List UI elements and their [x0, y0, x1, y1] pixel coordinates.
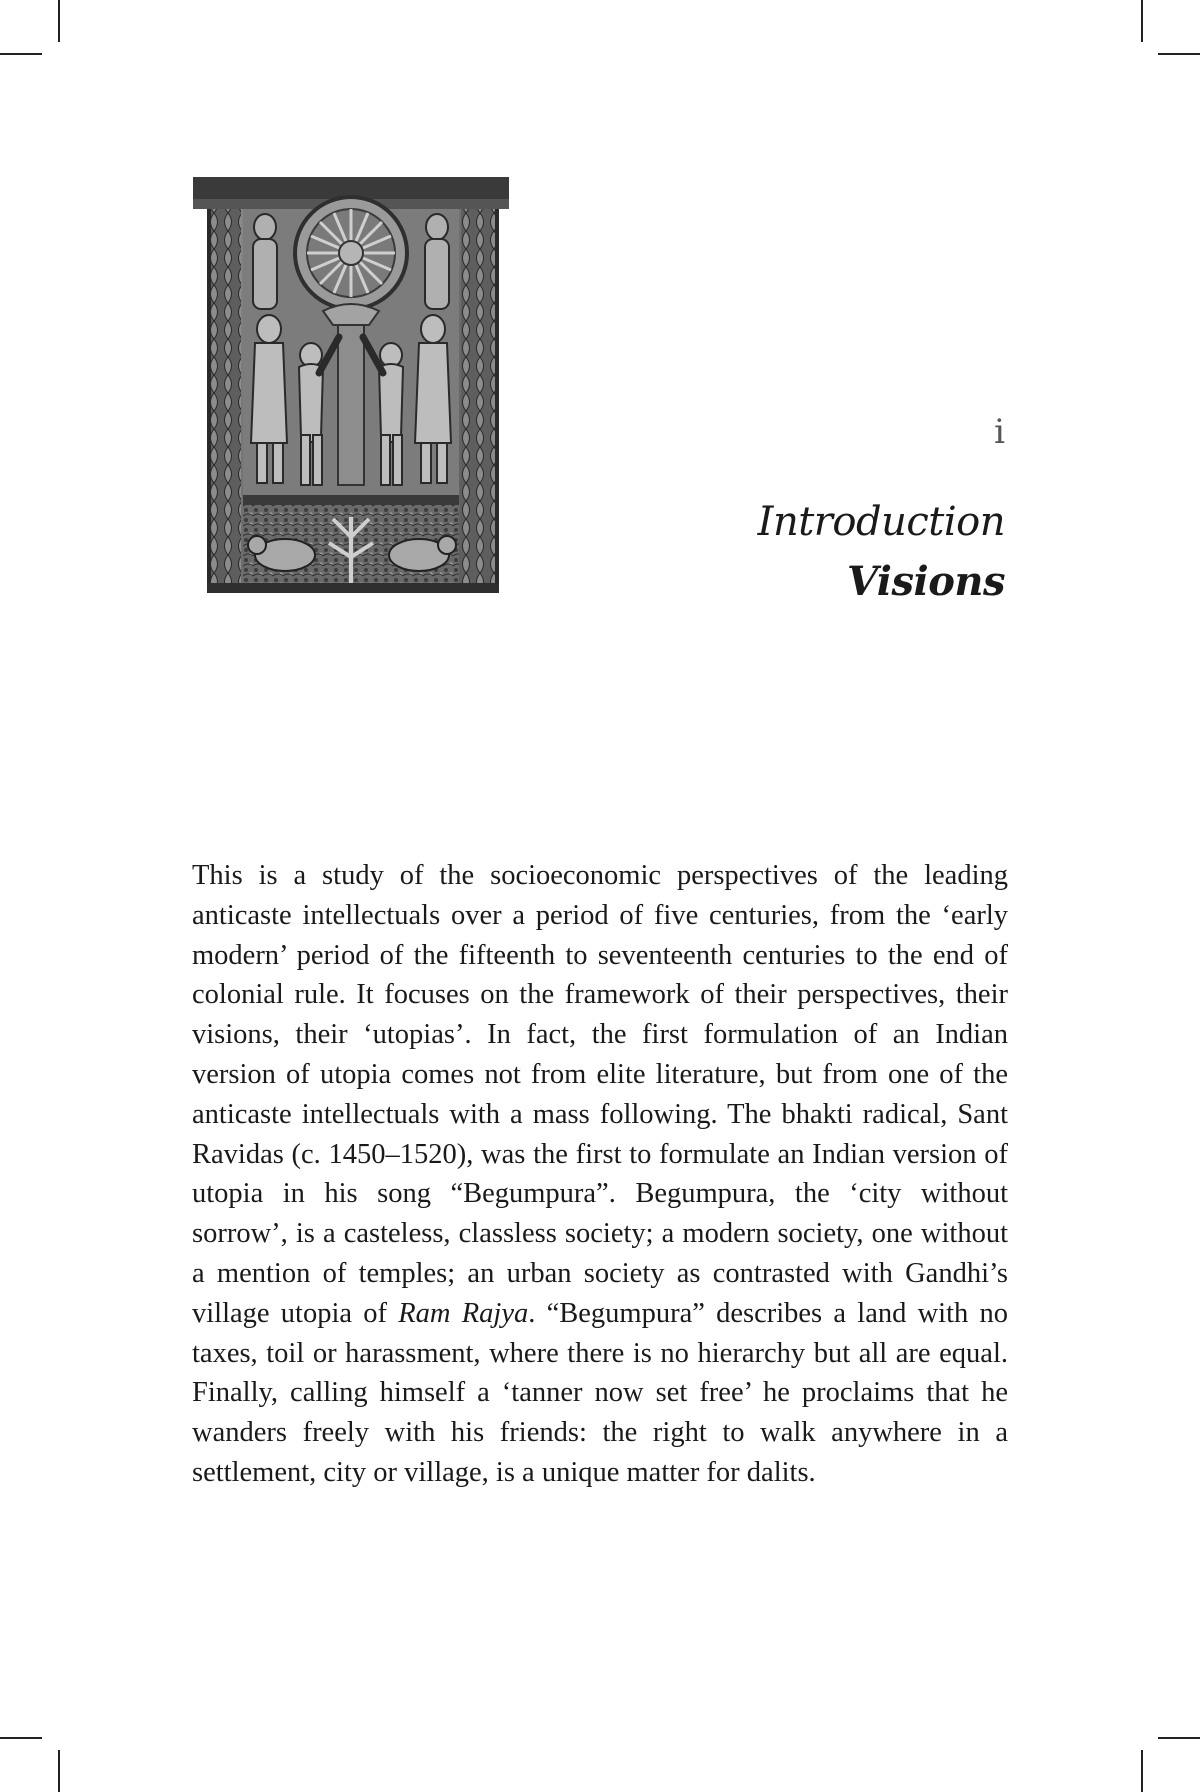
- crop-mark-top-left-horizontal: [0, 53, 42, 55]
- crop-mark-bottom-right-horizontal: [1158, 1737, 1200, 1739]
- crop-mark-top-right-vertical: [1141, 0, 1143, 42]
- chapter-number: i: [994, 412, 1005, 452]
- crop-mark-top-right-horizontal: [1158, 53, 1200, 55]
- chapter-title: Introduction: [757, 499, 1005, 545]
- chapter-heading: [758, 492, 1005, 612]
- body-paragraph: [192, 856, 1008, 1493]
- crop-mark-top-left-vertical: [58, 0, 60, 42]
- crop-mark-bottom-left-horizontal: [0, 1737, 42, 1739]
- crop-mark-bottom-left-vertical: [58, 1750, 60, 1792]
- paragraph-text-end: . “Begumpura” describes a land with no taxes, toil or harassment, where there is no hierarchy but all are equal. Finally, calling himself a ‘tanner now set free’ he proclaims that he wanders freely with his friends: the right to walk anywhere in a settlement, city or village, is a unique matter for dalits.: [192, 1297, 1009, 1488]
- chapter-subtitle: Visions: [846, 558, 1005, 605]
- crop-mark-bottom-right-vertical: [1141, 1750, 1143, 1792]
- stone-relief-illustration: [193, 177, 509, 593]
- italic-term-ram-rajya: Ram Rajya: [398, 1297, 529, 1329]
- paragraph-text-start: This is a study of the socioeconomic perspectives of the leading anticaste intellectuals over a period of five centuries, from the ‘early modern’ period of the fifteenth to seventeenth centuries to the end of colonial rule. It focuses on the framework of their perspectives, their visions, their ‘utopias’. In fact, the first formulation of an Indian version of utopia comes not from elite literature, but from one of the anticaste intellectuals with a mass following. The bhakti radical, Sant Ravidas (c. 1450–1520), was the first to formulate an Indian version of utopia in his song “Begumpura”. Begumpura, the ‘city without sorrow’, is a casteless, classless society; a modern society, one without a mention of temples; an urban society as contrasted with Gandhi’s village utopia of: [192, 860, 1008, 1329]
